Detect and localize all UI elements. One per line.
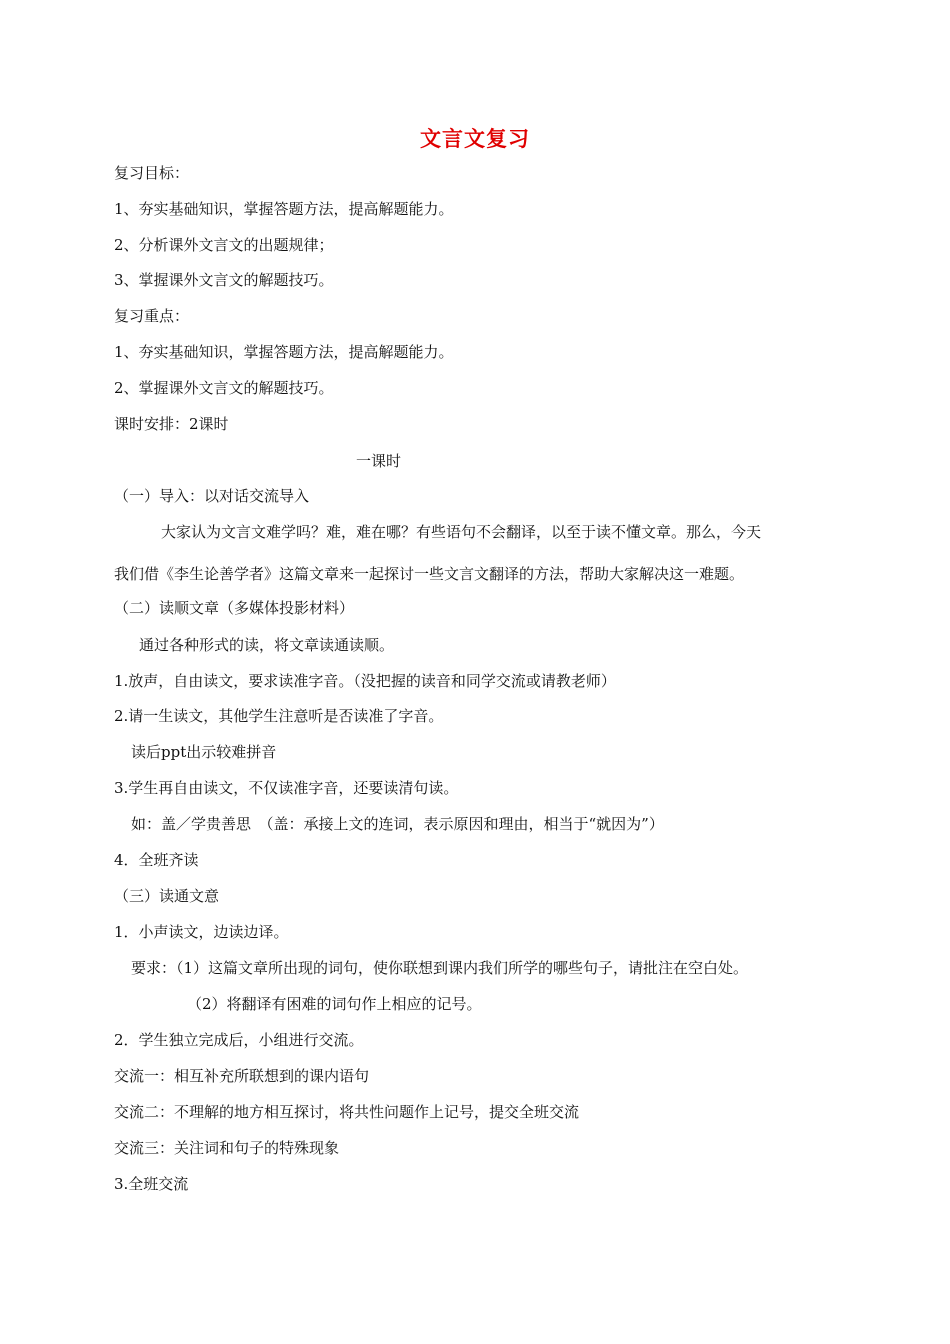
section-heading-goals: 复习目标： bbox=[114, 164, 190, 182]
exchange-line: 交流三：关注词和句子的特殊现象 bbox=[114, 1139, 340, 1157]
list-item: 4．全班齐读 bbox=[114, 851, 199, 869]
exchange-line: 交流二：不理解的地方相互探讨，将共性问题作上记号，提交全班交流 bbox=[114, 1103, 580, 1121]
step-heading: （二）读顺文章（多媒体投影材料） bbox=[114, 599, 355, 617]
requirement-line: 要求：（1）这篇文章所出现的词句，使你联想到课内我们所学的哪些句子，请批注在空白处。 bbox=[131, 959, 749, 977]
goal-item: 1、夯实基础知识，掌握答题方法，提高解题能力。 bbox=[114, 200, 454, 218]
list-item: 1.放声，自由读文，要求读准字音。（没把握的读音和同学交流或请教老师） bbox=[114, 672, 616, 690]
list-item: 3.学生再自由读文，不仅读准字音，还要读清句读。 bbox=[114, 779, 459, 797]
list-item: 2．学生独立完成后，小组进行交流。 bbox=[114, 1031, 364, 1049]
lesson-heading: 一课时 bbox=[356, 452, 402, 470]
example-line: 如：盖／学贵善思 （盖：承接上文的连词，表示原因和理由，相当于“就因为”） bbox=[131, 815, 664, 833]
schedule-line: 课时安排：2课时 bbox=[114, 415, 229, 433]
list-item: 3.全班交流 bbox=[114, 1175, 189, 1193]
step-heading: （一）导入：以对话交流导入 bbox=[114, 487, 310, 505]
section-heading-focus: 复习重点： bbox=[114, 307, 190, 325]
document-title: 文言文复习 bbox=[420, 127, 530, 151]
paragraph-line: 我们借《李生论善学者》这篇文章来一起探讨一些文言文翻译的方法，帮助大家解决这一难题。 bbox=[114, 565, 745, 583]
focus-item: 1、夯实基础知识，掌握答题方法，提高解题能力。 bbox=[114, 343, 454, 361]
goal-item: 3、掌握课外文言文的解题技巧。 bbox=[114, 271, 334, 289]
paragraph-line: 通过各种形式的读，将文章读通读顺。 bbox=[139, 636, 395, 654]
paragraph-line: 大家认为文言文难学吗？难，难在哪？有些语句不会翻译，以至于读不懂文章。那么，今天 bbox=[161, 523, 762, 541]
goal-item: 2、分析课外文言文的出题规律； bbox=[114, 236, 334, 254]
exchange-line: 交流一：相互补充所联想到的课内语句 bbox=[114, 1067, 370, 1085]
list-item-note: 读后ppt出示较难拼音 bbox=[131, 743, 277, 761]
list-item: 2.请一生读文，其他学生注意听是否读准了字音。 bbox=[114, 707, 444, 725]
step-heading: （三）读通文意 bbox=[114, 887, 220, 905]
requirement-line: （2）将翻译有困难的词句作上相应的记号。 bbox=[187, 995, 482, 1013]
list-item: 1．小声读文，边读边译。 bbox=[114, 923, 289, 941]
focus-item: 2、掌握课外文言文的解题技巧。 bbox=[114, 379, 334, 397]
